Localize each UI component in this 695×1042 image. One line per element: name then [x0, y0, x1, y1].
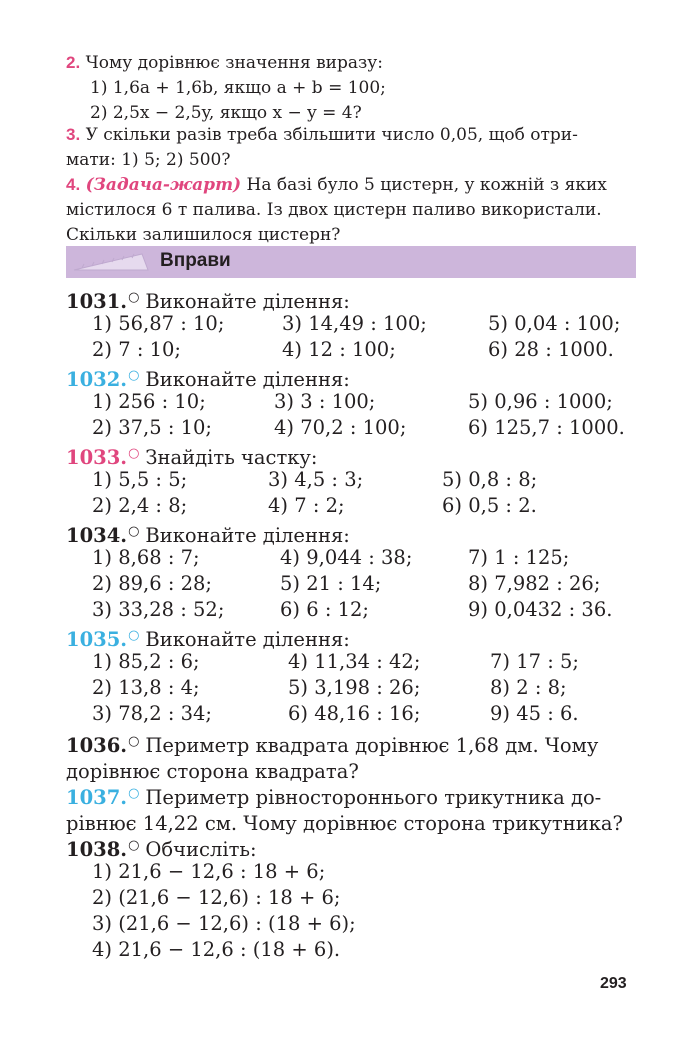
exercise-item: 4) 7 : 2;	[268, 494, 345, 517]
exercise-item: 6) 48,16 : 16;	[288, 702, 421, 725]
exercise-item: 8) 2 : 8;	[490, 676, 567, 699]
exercise-item: 4) 12 : 100;	[282, 338, 396, 361]
exercise-item: 6) 6 : 12;	[280, 598, 369, 621]
exercise-title: Виконайте ділення:	[145, 290, 350, 313]
difficulty-icon: ○	[128, 368, 140, 383]
exercise-item: 4) 9,044 : 38;	[280, 546, 413, 569]
exercise-number: 1034.	[66, 524, 128, 547]
question-2	[66, 50, 646, 126]
question-line: 1) 1,6a + 1,6b, якщо a + b = 100;	[90, 78, 386, 98]
question-number: 3.	[66, 125, 81, 144]
difficulty-icon: ○	[128, 786, 140, 801]
exercise-item: 4) 11,34 : 42;	[288, 650, 421, 673]
exercise-1036	[66, 729, 641, 785]
question-tag: (Задача-жарт)	[85, 175, 242, 195]
exercise-item: 6) 0,5 : 2.	[442, 494, 537, 517]
question-line: 2) 2,5x − 2,5y, якщо x − y = 4?	[90, 103, 362, 123]
section-title: Вправи	[160, 250, 231, 271]
exercise-item: 6) 28 : 1000.	[488, 338, 614, 361]
question-text: Чому дорівнює значення виразу:	[85, 53, 383, 73]
exercise-item: 3) 4,5 : 3;	[268, 468, 364, 491]
exercise-item: 1) 8,68 : 7;	[92, 546, 200, 569]
section-banner	[66, 246, 636, 278]
exercise-line: рівнює 14,22 см. Чому дорівнює сторона трикутника?	[66, 812, 623, 835]
exercise-item: 2) 2,4 : 8;	[92, 494, 188, 517]
exercise-item: 7) 17 : 5;	[490, 650, 579, 673]
exercise-item: 5) 21 : 14;	[280, 572, 382, 595]
exercise-title: Виконайте ділення:	[145, 368, 350, 391]
exercise-number: 1036.	[66, 734, 128, 757]
exercise-item: 1) 256 : 10;	[92, 390, 206, 413]
exercise-item: 9) 45 : 6.	[490, 702, 579, 725]
exercise-title: Знайдіть частку:	[145, 446, 318, 469]
exercise-title: Виконайте ділення:	[145, 524, 350, 547]
exercise-item: 3) (21,6 − 12,6) : (18 + 6);	[92, 912, 356, 935]
exercise-line: Периметр квадрата дорівнює 1,68 дм. Чому	[145, 734, 599, 757]
question-4	[66, 172, 646, 248]
exercise-number: 1035.	[66, 628, 128, 651]
difficulty-icon: ○	[128, 628, 140, 643]
exercise-item: 3) 33,28 : 52;	[92, 598, 225, 621]
exercise-item: 1) 5,5 : 5;	[92, 468, 188, 491]
exercise-number: 1033.	[66, 446, 128, 469]
exercise-number: 1031.	[66, 290, 128, 313]
exercise-line: дорівнює сторона квадрата?	[66, 760, 359, 783]
question-number: 4.	[66, 175, 81, 194]
difficulty-icon: ○	[128, 446, 140, 461]
difficulty-icon: ○	[128, 838, 140, 853]
exercise-item: 3) 14,49 : 100;	[282, 312, 427, 335]
exercise-1037	[66, 781, 641, 837]
exercise-item: 3) 78,2 : 34;	[92, 702, 212, 725]
difficulty-icon: ○	[128, 734, 140, 749]
exercise-item: 4) 70,2 : 100;	[274, 416, 407, 439]
exercise-number: 1037.	[66, 786, 128, 809]
exercise-item: 7) 1 : 125;	[468, 546, 570, 569]
exercise-item: 5) 0,04 : 100;	[488, 312, 621, 335]
exercise-item: 2) 37,5 : 10;	[92, 416, 212, 439]
exercise-number: 1032.	[66, 368, 128, 391]
question-line: містилося 6 т палива. Із двох цистерн паливо використали.	[66, 200, 602, 220]
exercise-item: 4) 21,6 − 12,6 : (18 + 6).	[92, 938, 341, 961]
question-number: 2.	[66, 53, 81, 72]
question-3	[66, 122, 646, 173]
question-line: На базі було 5 цистерн, у кожній з яких	[246, 175, 607, 195]
exercise-item: 1) 56,87 : 10;	[92, 312, 225, 335]
exercise-item: 3) 3 : 100;	[274, 390, 376, 413]
exercise-item: 6) 125,7 : 1000.	[468, 416, 625, 439]
exercise-item: 2) 89,6 : 28;	[92, 572, 212, 595]
question-line: мати: 1) 5; 2) 500?	[66, 150, 231, 170]
exercise-item: 5) 0,8 : 8;	[442, 468, 538, 491]
question-line: Скільки залишилося цистерн?	[66, 225, 341, 245]
exercise-title: Виконайте ділення:	[145, 628, 350, 651]
exercise-item: 9) 0,0432 : 36.	[468, 598, 613, 621]
exercise-item: 5) 3,198 : 26;	[288, 676, 421, 699]
question-line: У скільки разів треба збільшити число 0,05, щоб отри-	[85, 125, 578, 145]
exercise-item: 8) 7,982 : 26;	[468, 572, 601, 595]
exercise-item: 5) 0,96 : 1000;	[468, 390, 613, 413]
page-number: 293	[600, 975, 627, 992]
difficulty-icon: ○	[128, 290, 140, 305]
ruler-icon	[72, 250, 150, 274]
exercise-item: 2) 7 : 10;	[92, 338, 181, 361]
exercise-number: 1038.	[66, 838, 128, 861]
exercise-item: 1) 21,6 − 12,6 : 18 + 6;	[92, 860, 326, 883]
exercise-item: 2) (21,6 − 12,6) : 18 + 6;	[92, 886, 341, 909]
exercise-item: 1) 85,2 : 6;	[92, 650, 200, 673]
exercise-line: Периметр рівностороннього трикутника до-	[145, 786, 602, 809]
exercise-item: 2) 13,8 : 4;	[92, 676, 200, 699]
exercise-title: Обчисліть:	[145, 838, 257, 861]
difficulty-icon: ○	[128, 524, 140, 539]
